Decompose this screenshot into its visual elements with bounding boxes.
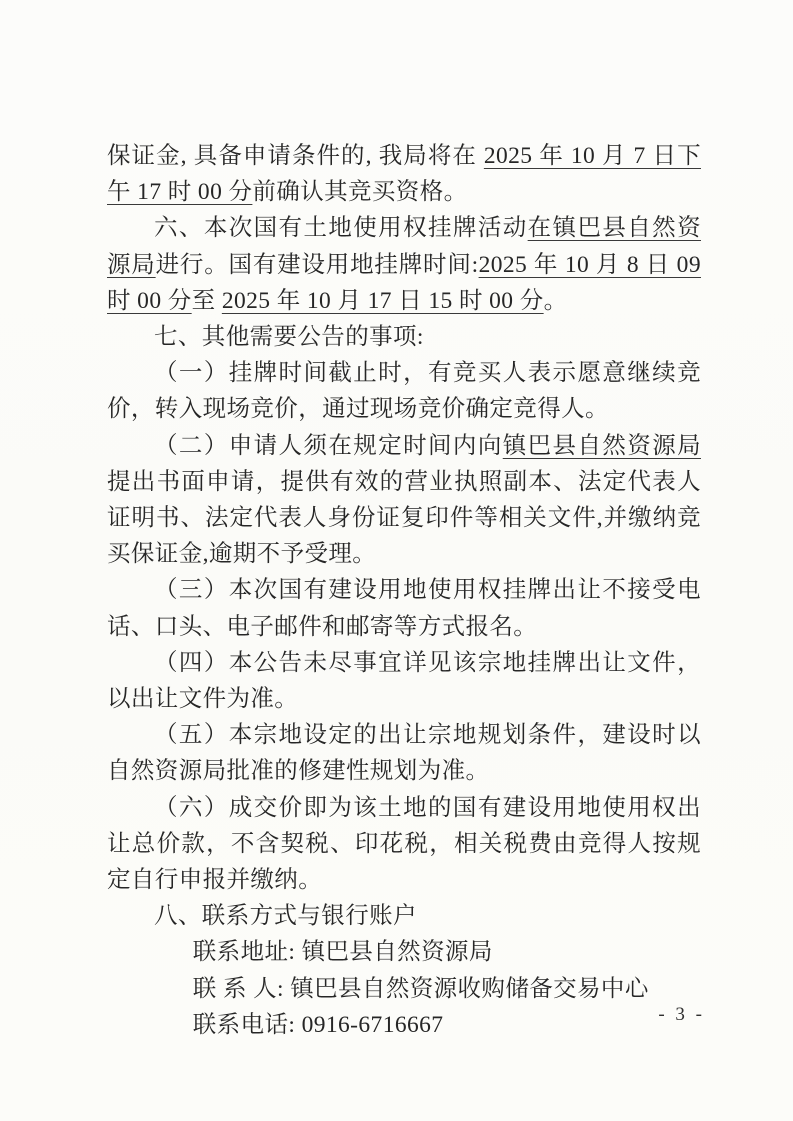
text-run: 联系电话: 0916-6716667 — [192, 1011, 444, 1038]
text-run: （五）本宗地设定的出让宗地规划条件，建设时以自然资源局批准的修建性规划为准。 — [107, 722, 701, 785]
para-deposit-confirmation — [107, 138, 701, 210]
text-run: 七、其他需要公告的事项: — [154, 324, 424, 351]
text-run: 联 系 人: 镇巴县自然资源收购储备交易中心 — [192, 975, 649, 1002]
text-run: 进行。国有建设用地挂牌时间: — [155, 251, 479, 278]
text-run: 六、本次国有土地使用权挂牌活动 — [154, 215, 528, 242]
text-run: 联系地址: 镇巴县自然资源局 — [192, 939, 493, 966]
text-run: （二）申请人须在规定时间内向 — [154, 432, 503, 459]
para-item-3 — [107, 572, 701, 644]
underlined-text-run: 2025 年 10 月 8 日 09 时 00 分 — [107, 251, 701, 314]
text-run: 。 — [543, 287, 568, 314]
text-run: 提出书面申请，提供有效的营业执照副本、法定代表人证明书、法定代表人身份证复印件等相关文件,并缴纳竞买保证金,逾期不予受理。 — [107, 468, 701, 568]
text-run: （六）成交价即为该土地的国有建设用地使用权出让总价款，不含契税、印花税，相关税费由竞得人按规定自行申报并缴纳。 — [107, 794, 701, 894]
para-contact-phone — [107, 1007, 701, 1043]
para-item-5 — [107, 717, 701, 789]
text-run: 前确认其竞买资格。 — [252, 179, 468, 206]
para-section-6-listing-time — [107, 210, 701, 319]
page-number: - 3 - — [658, 1004, 705, 1025]
underlined-text-run: 在镇巴县自然资源局 — [107, 215, 701, 278]
para-item-4 — [107, 645, 701, 717]
text-run: （一）挂牌时间截止时，有竞买人表示愿意继续竞价，转入现场竞价，通过现场竞价确定竞得人。 — [107, 360, 701, 423]
para-item-1 — [107, 355, 701, 427]
para-contact-address — [107, 934, 701, 970]
para-section-7-heading — [107, 319, 701, 355]
underlined-text-run: 2025 年 10 月 7 日下午 17 时 00 分 — [107, 143, 701, 206]
text-run: （三）本次国有建设用地使用权挂牌出让不接受电话、口头、电子邮件和邮寄等方式报名。 — [107, 577, 701, 640]
document-body — [107, 138, 701, 1043]
para-section-8-heading — [107, 898, 701, 934]
text-run: （四）本公告未尽事宜详见该宗地挂牌出让文件，以出让文件为准。 — [107, 649, 701, 713]
underlined-text-run: 镇巴县自然资源局 — [502, 432, 701, 459]
para-item-6 — [107, 790, 701, 899]
para-item-2 — [107, 428, 701, 573]
para-contact-person — [107, 971, 701, 1007]
text-run: 至 — [191, 287, 222, 314]
text-run: 保证金, 具备申请条件的, 我局将在 — [107, 143, 484, 169]
text-run: 八、联系方式与银行账户 — [154, 903, 417, 930]
underlined-text-run: 2025 年 10 月 17 日 15 时 00 分 — [221, 287, 544, 314]
